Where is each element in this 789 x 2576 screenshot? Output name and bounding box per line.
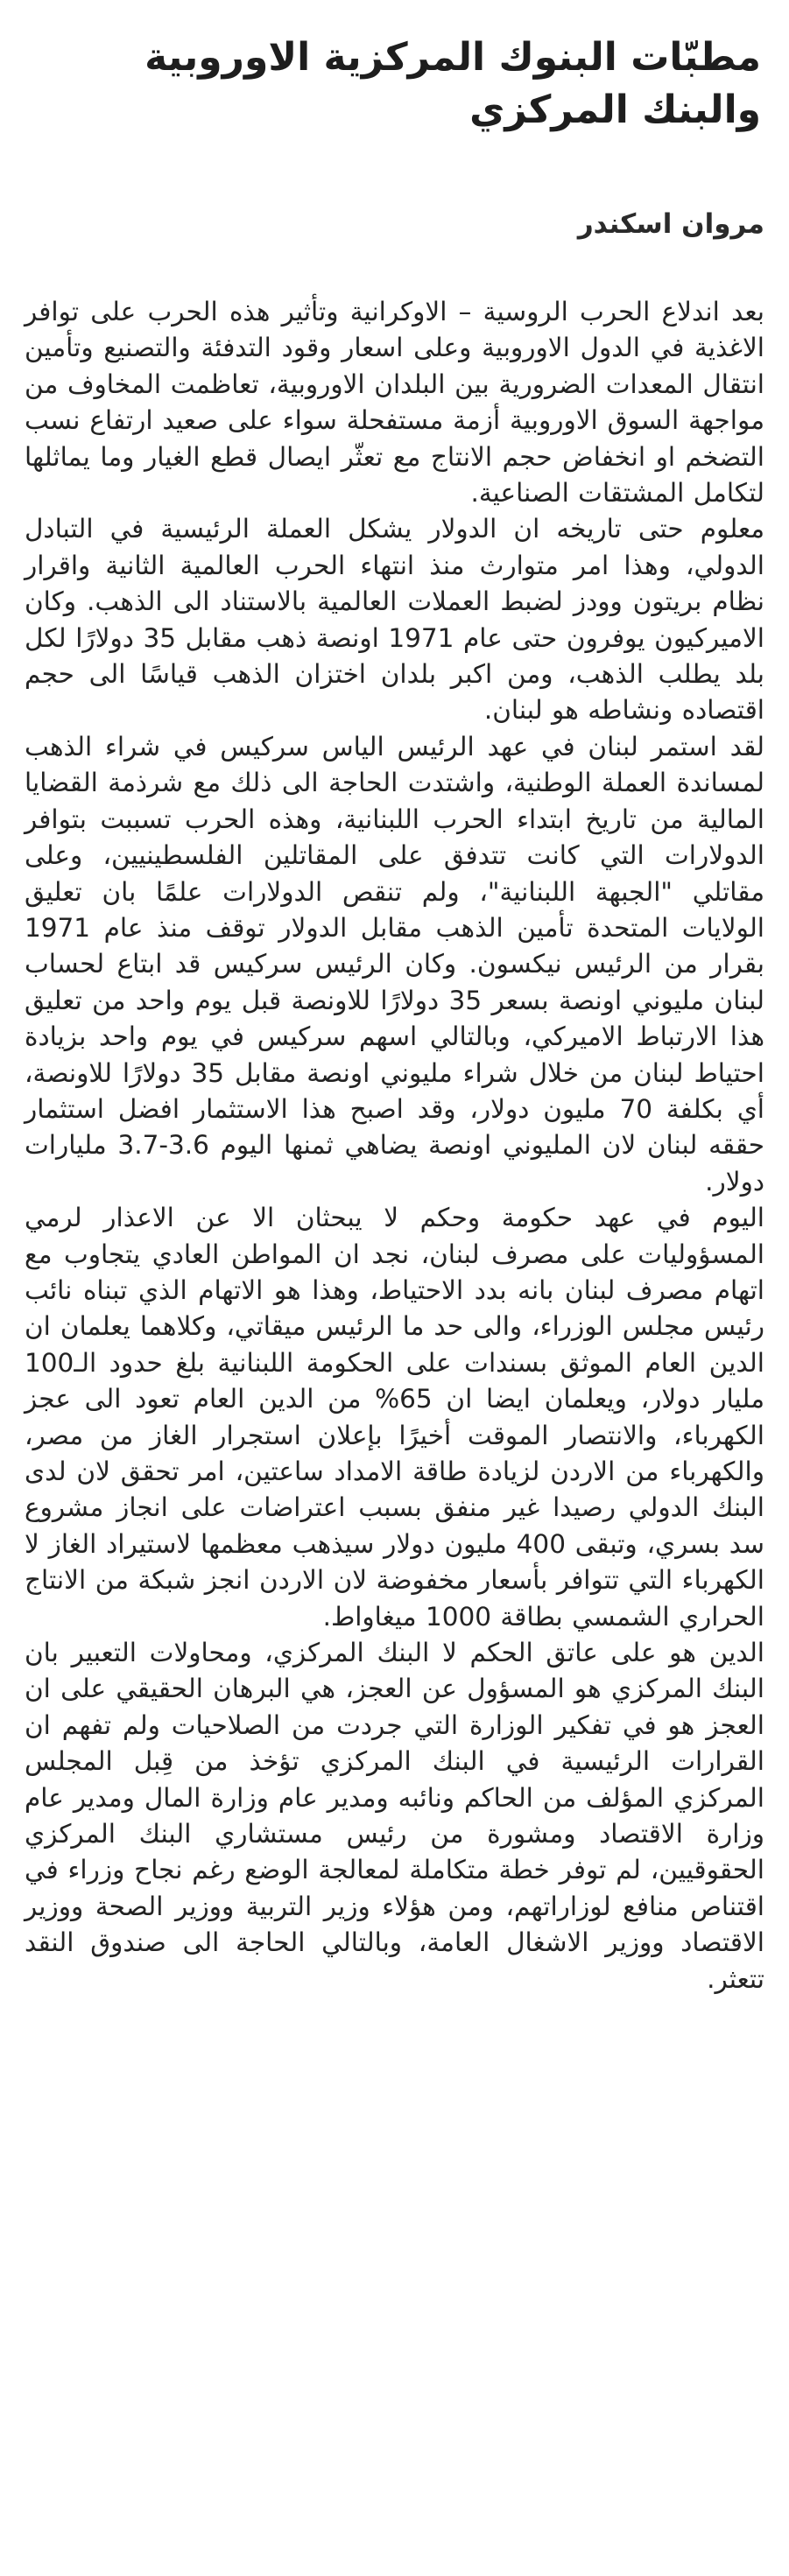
article-paragraph: معلوم حتى تاريخه ان الدولار يشكل العملة الرئيسية في التبادل الدولي، وهذا امر متوارث منذ انتهاء الحرب العالمية الثانية واقرار نظام بريتون وودز لضبط العملات العالمية بالاستناد الى الذهب. وكان الاميركيون يوفرون حتى عام 1971 اونصة ذهب مقابل 35 دولارًا لكل بلد يطلب الذهب، ومن اكبر بلدان اختزان الذهب قياسًا الى حجم اقتصاده ونشاطه هو لبنان. bbox=[25, 514, 765, 726]
article-paragraph: الدين هو على عاتق الحكم لا البنك المركزي، ومحاولات التعبير بان البنك المركزي هو المسؤول عن العجز، هي البرهان الحقيقي على ان العجز هو في تفكير الوزارة التي جردت من الصلاحيات ولم تفهم ان القرارات الرئيسية في البنك المركزي تؤخذ من قِبل المجلس المركزي المؤلف من الحاكم ونائبه ومدير عام وزارة المال ومدير عام وزارة الاقتصاد ومشورة من رئيس مستشاري البنك المركزي الحقوقيين، لم توفر خطة متكاملة لمعالجة الوضع رغم نجاح وزراء في اقتناص منافع لوزاراتهم، ومن هؤلاء وزير التربية ووزير الصحة ووزير الاقتصاد ووزير الاشغال العامة، وبالتالي الحاجة الى صندوق النقد تتعثر. bbox=[25, 1638, 764, 1994]
article-body bbox=[25, 294, 764, 1997]
article-paragraph: اليوم في عهد حكومة وحكم لا يبحثان الا عن الاعذار لرمي المسؤوليات على مصرف لبنان، نجد ان المواطن العادي يتجاوب مع اتهام مصرف لبنان بانه بدد الاحتياط، وهذا هو الاتهام الذي تبناه نائب رئيس مجلس الوزراء، والى حد ما الرئيس ميقاتي، وكلاهما يعلمان ان الدين العام الموثق بسندات على الحكومة اللبنانية بلغ حدود الـ100 مليار دولار، ويعلمان ايضا ان 65% من الدين العام تعود الى عجز الكهرباء، والانتصار الموقت أخيرًا بإعلان استجرار الغاز من مصر، والكهرباء من الاردن لزيادة طاقة الامداد ساعتين، امر تحقق لان لدى البنك الدولي رصيدا غير منفق بسبب اعتراضات على انجاز مشروع سد بسري، وتبقى 400 مليون دولار سيذهب معظمها لاستيراد الغاز لا الكهرباء التي تتوافر بأسعار مخفوضة لان الاردن انجز شبكة من الانتاج الحراري الشمسي بطاقة 1000 ميغاواط. bbox=[25, 1203, 764, 1632]
article-paragraph: لقد استمر لبنان في عهد الرئيس الياس سركيس في شراء الذهب لمساندة العملة الوطنية، واشتدت الحاجة الى ذلك مع شرذمة القضايا المالية من تاريخ ابتداء الحرب اللبنانية، وهذه الحرب تسببت بتوافر الدولارات التي كانت تتدفق على المقاتلين الفلسطينيين، وعلى مقاتلي "الجبهة اللبنانية"، ولم تنقص الدولارات علمًا بان تعليق الولايات المتحدة تأمين الذهب مقابل الدولار توقف منذ عام 1971 بقرار من الرئيس نيكسون. وكان الرئيس سركيس قد ابتاع لحساب لبنان مليوني اونصة بسعر 35 دولارًا للاونصة قبل يوم واحد من تعليق هذا الارتباط الاميركي، وبالتالي اسهم سركيس في يوم واحد بزيادة احتياط لبنان من خلال شراء مليوني اونصة مقابل 35 دولارًا للاونصة، أي بكلفة 70 مليون دولار، وقد اصبح هذا الاستثمار افضل استثمار حققه لبنان لان المليوني اونصة يضاهي ثمنها اليوم 3.6-3.7 مليارات دولار. bbox=[25, 731, 764, 1197]
author-byline: مروان اسكندر bbox=[577, 208, 764, 240]
article-headline: مطبّات البنوك المركزية الاوروبية والبنك المركزي bbox=[144, 35, 761, 132]
article-paragraph: بعد اندلاع الحرب الروسية – الاوكرانية وتأثير هذه الحرب على توافر الاغذية في الدول الاوروبية وعلى اسعار وقود التدفئة والتصنيع وتأمين انتقال المعدات الضرورية بين البلدان الاوروبية، تعاظمت المخاوف من مواجهة السوق الاوروبية أزمة مستفحلة سواء على صعيد ارتفاع نسب التضخم او انخفاض حجم الانتاج مع تعثّر ايصال قطع الغيار وما يماثلها لتكامل المشتقات الصناعية. bbox=[25, 297, 764, 509]
